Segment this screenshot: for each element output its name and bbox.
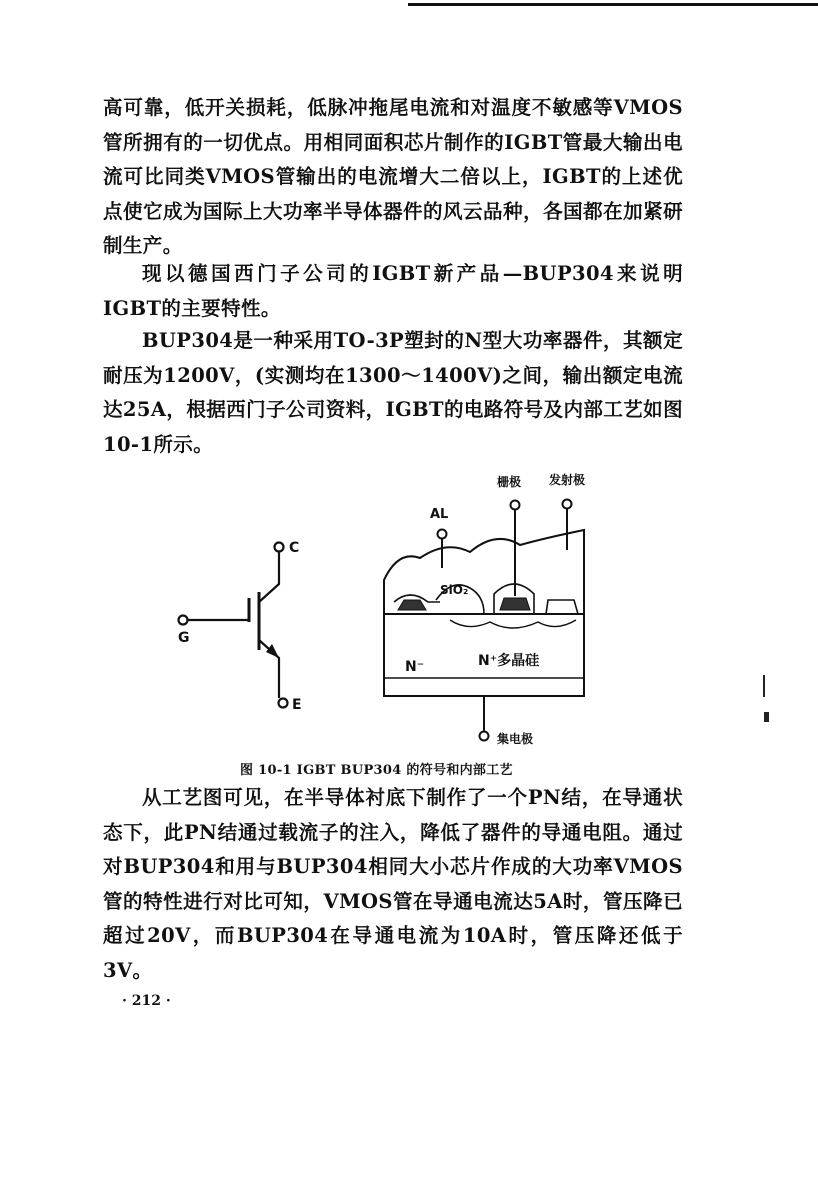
paragraph-4: 从工艺图可见，在半导体衬底下制作了一个PN结，在导通状态下，此PN结通过载流子的注入，降低了器件的导通电阻。通过对BUP304和用与BUP304相同大小芯片作成的大功率VMOS管的特性进行对比可知，VMOS管在导通电流达5A时，管压降已超过20V，而BUP304在导通电流为10A时，管压降还低于3V。 xyxy=(103,786,683,982)
gate-label: G xyxy=(178,630,190,646)
emitter-structure-label: 发射极 xyxy=(549,473,586,487)
al-terminal xyxy=(438,530,447,539)
paragraph-1: 高可靠，低开关损耗，低脉冲拖尾电流和对温度不敏感等VMOS管所拥有的一切优点。用相同面积芯片制作的IGBT管最大输出电流可比同类VMOS管输出的电流增大二倍以上，IGBT的上述优点使它成为国际上大功率半导体器件的风云品种，各国都在加紧研制生产。 xyxy=(103,96,683,257)
emitter-terminal xyxy=(279,699,288,708)
al-label: AL xyxy=(430,507,449,522)
collector-terminal-structure xyxy=(480,732,489,741)
scan-mark xyxy=(764,712,769,722)
n-poly-label: N⁺多晶硅 xyxy=(478,653,540,669)
gate-terminal xyxy=(179,616,188,625)
paragraph-3: BUP304是一种采用TO-3P塑封的N型大功率器件，其额定耐压为1200V，(实测均在1300～1400V)之间，输出额定电流达25A，根据西门子公司资料，IGBT的电路符号及内部工艺如图10-1所示。 xyxy=(103,329,683,456)
p-well-boundary xyxy=(450,620,576,628)
collector-label: C xyxy=(289,540,300,556)
oxide-label: SiO₂ xyxy=(440,583,469,597)
igbt-cross-section xyxy=(384,500,584,741)
n-minus-label: N⁻ xyxy=(405,659,425,675)
paragraph-2: 现以德国西门子公司的IGBT新产品—BUP304来说明IGBT的主要特性。 xyxy=(103,262,683,320)
igbt-symbol xyxy=(179,543,288,708)
emitter-terminal-structure xyxy=(563,500,572,509)
collector-terminal xyxy=(275,543,284,552)
page-number: · 212 · xyxy=(122,993,171,1009)
n-plus-region-left xyxy=(398,600,426,610)
emitter-metal xyxy=(546,600,578,614)
gate-structure-label: 栅极 xyxy=(497,475,522,489)
collector-lead xyxy=(259,552,279,602)
emitter-label: E xyxy=(292,697,302,713)
gate-terminal-structure xyxy=(511,501,520,510)
collector-structure-label: 集电极 xyxy=(497,732,534,746)
gate-poly-fill xyxy=(500,598,530,610)
figure-caption: 图 10-1 IGBT BUP304 的符号和内部工艺 xyxy=(240,763,513,778)
emitter-arrow xyxy=(266,644,279,658)
scan-mark xyxy=(763,675,765,697)
